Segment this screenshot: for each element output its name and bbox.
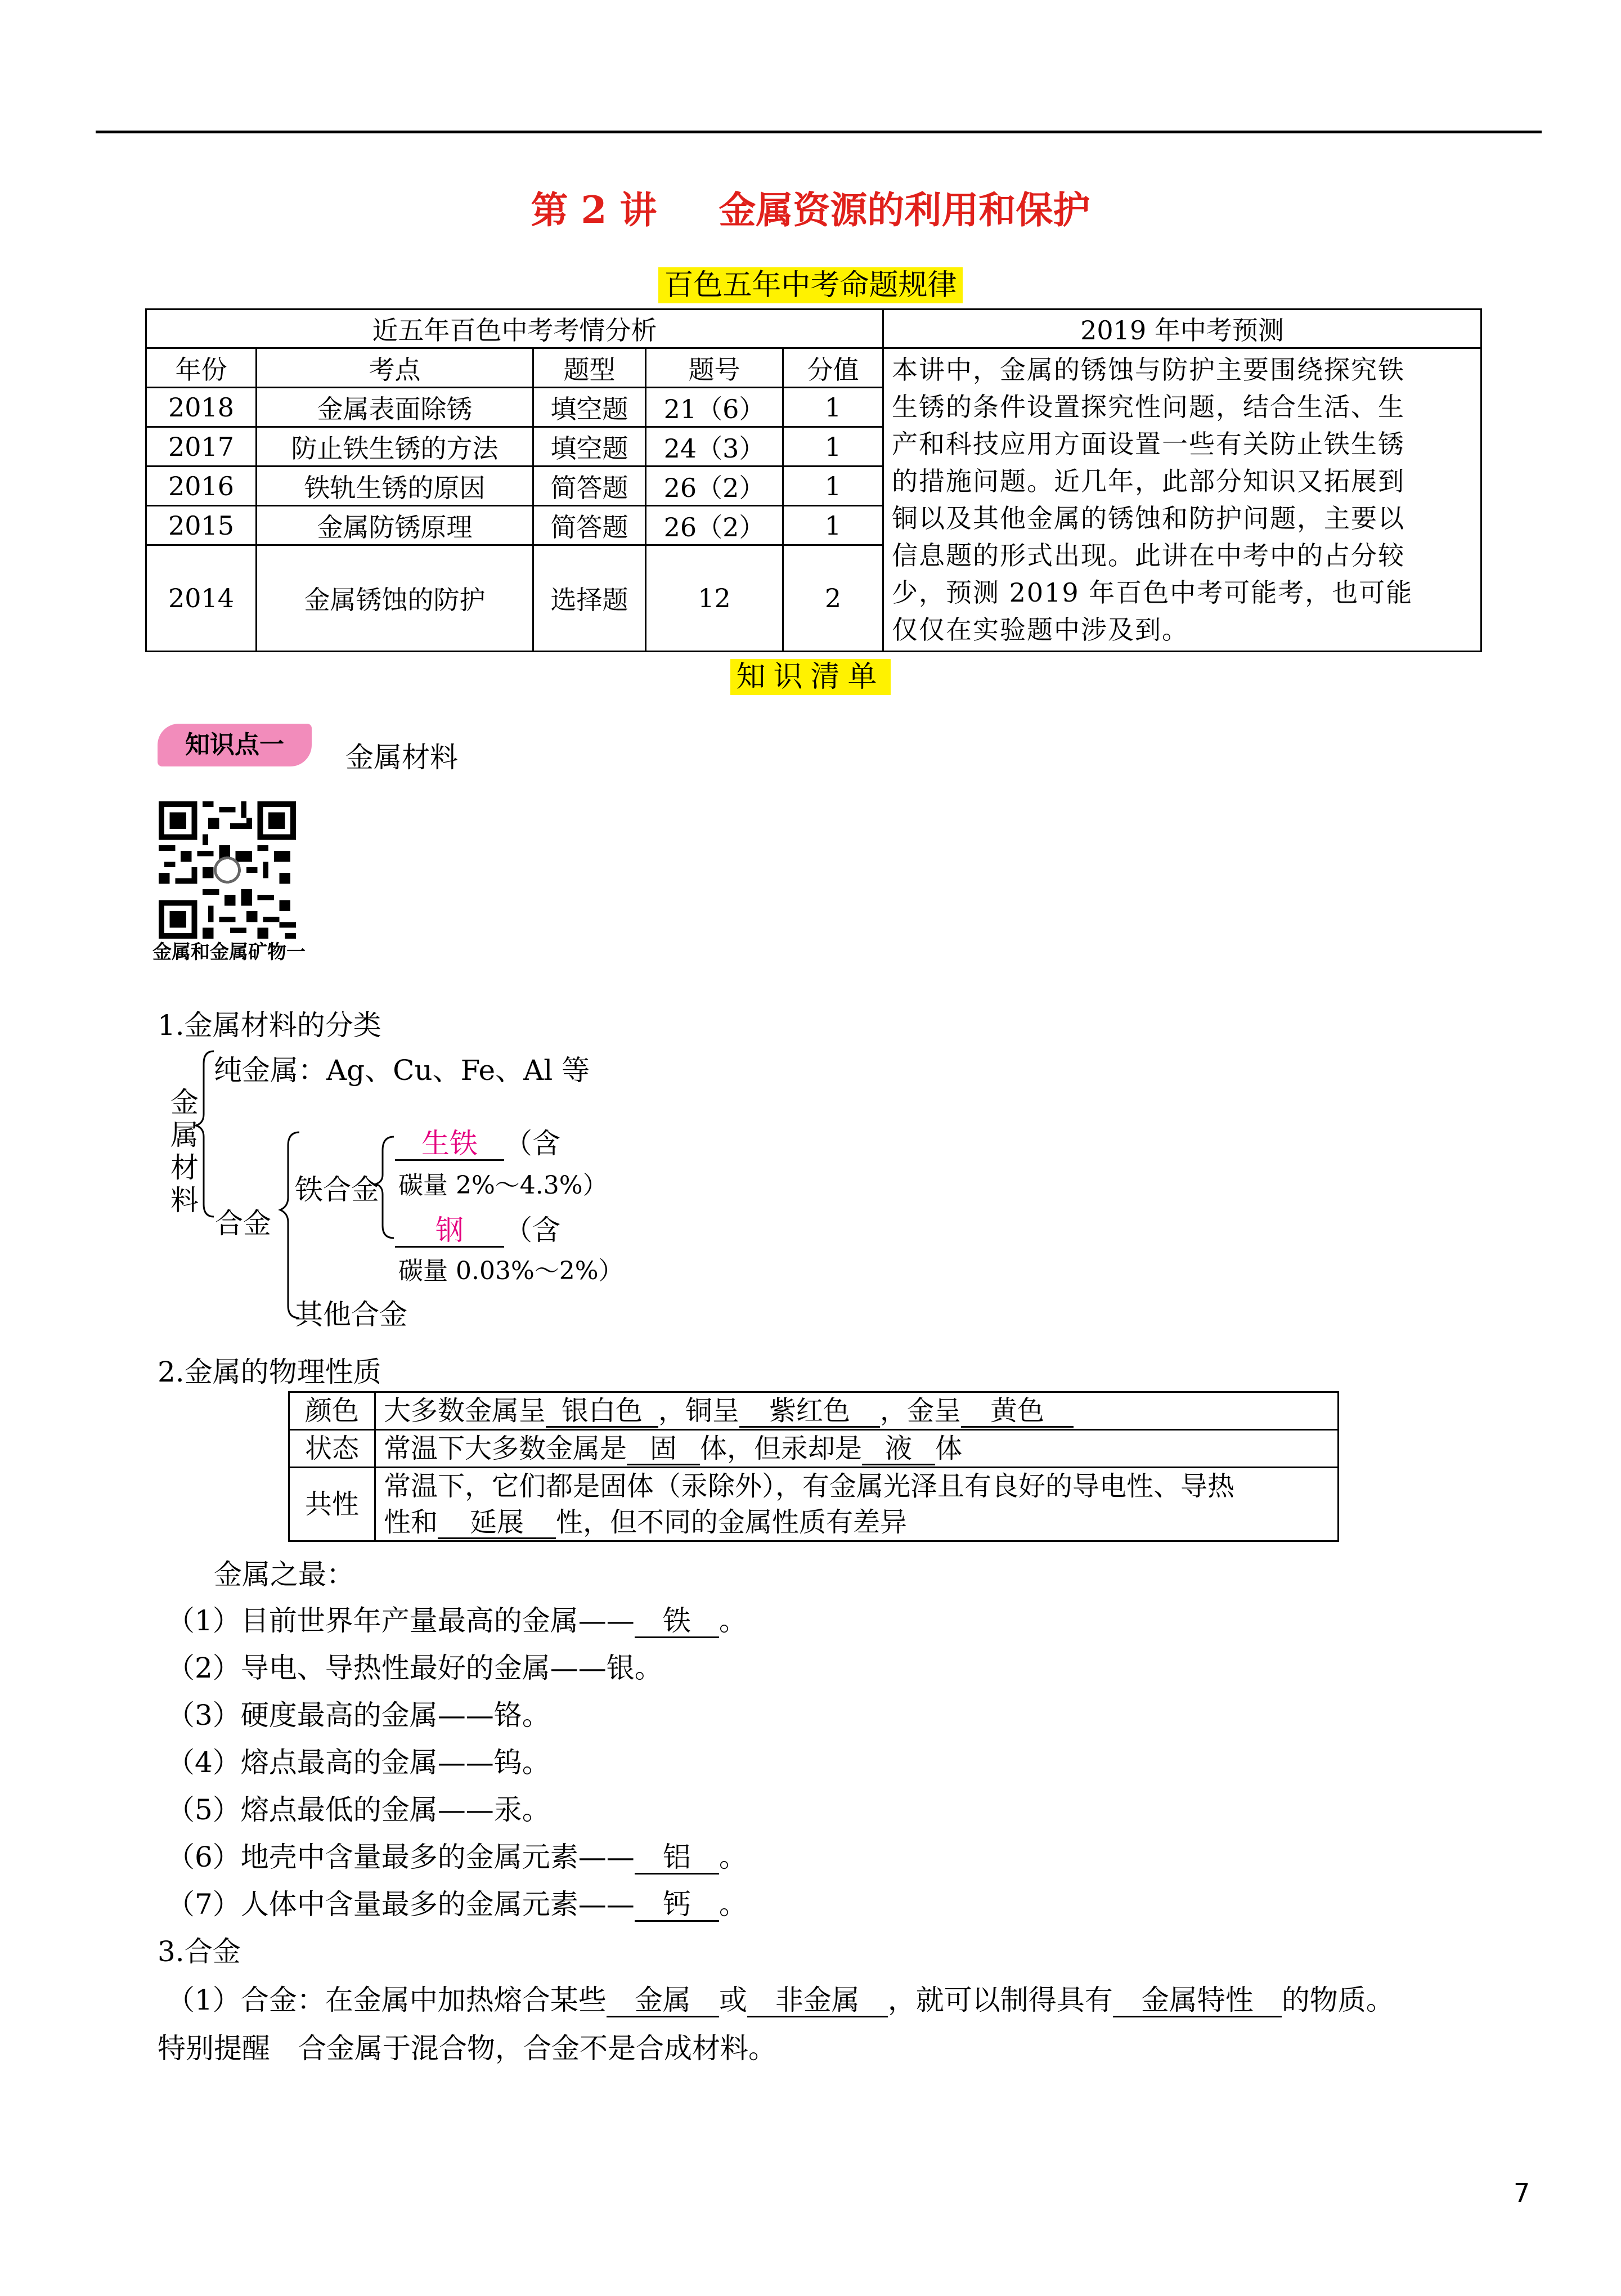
alloy-label: 合金 — [215, 1207, 271, 1240]
liquid-answer: 液 — [862, 1434, 935, 1465]
table-header-row — [146, 310, 1481, 348]
ductility-answer: 延展 — [438, 1508, 556, 1539]
lecture-number: 第 2 讲 — [531, 188, 657, 232]
pig-iron-answer: 生铁 — [421, 1127, 478, 1160]
common-key: 共性 — [289, 1468, 375, 1541]
table-row — [289, 1392, 1339, 1430]
superlative-item: （1）目前世界年产量最高的金属—— 铁 。 — [167, 1604, 747, 1637]
other-alloy-label: 其他合金 — [295, 1298, 407, 1331]
knowledge-list-heading: 知识清单 — [0, 653, 1621, 695]
physical-properties-table — [288, 1391, 1339, 1542]
top-rule — [96, 131, 1542, 133]
section-1-heading: 1.金属材料的分类 — [158, 1009, 381, 1042]
superlative-item: （2）导电、导热性最好的金属——银。 — [167, 1652, 663, 1684]
color-key: 颜色 — [289, 1392, 375, 1430]
col-year: 年份 — [146, 348, 257, 388]
color-value: 大多数金属呈 银白色 ，铜呈 紫红色 ，金呈 黄色 — [375, 1392, 1339, 1430]
qr-code-icon[interactable] — [159, 801, 296, 939]
table-column-row — [146, 348, 1481, 388]
superlative-item: （6）地壳中含量最多的金属元素—— 铝 。 — [167, 1841, 747, 1873]
table-row: 2016 铁轨生锈的原因 简答题 26（2） 1 — [146, 467, 1481, 506]
page-number: 7 — [1514, 2178, 1530, 2208]
exam-pattern-heading: 百色五年中考命题规律 — [0, 261, 1621, 303]
section-3-heading: 3.合金 — [158, 1935, 241, 1968]
col-number: 题号 — [646, 348, 783, 388]
table-row: 2014 金属锈蚀的防护 选择题 12 2 — [146, 545, 1481, 652]
superlatives-heading: 金属之最： — [214, 1558, 354, 1591]
knowledge-point-title: 金属材料 — [345, 741, 458, 774]
table-row: 2015 金属防锈原理 简答题 26（2） 1 — [146, 506, 1481, 545]
col-score: 分值 — [783, 348, 883, 388]
forecast-header: 2019 年中考预测 — [883, 310, 1481, 348]
steel-answer: 钢 — [435, 1214, 464, 1246]
table-row — [289, 1430, 1339, 1468]
pig-iron-carbon: 碳量 2%～4.3%） — [398, 1171, 608, 1200]
superlative-item: （7）人体中含量最多的金属元素—— 钙 。 — [167, 1888, 747, 1921]
col-type: 题型 — [533, 348, 646, 388]
solid-answer: 固 — [627, 1434, 700, 1465]
col-point: 考点 — [257, 348, 533, 388]
knowledge-point-badge: 知识点一 — [158, 724, 312, 766]
steel-line: 钢 （含 — [395, 1208, 560, 1248]
common-value: 常温下，它们都是固体（汞除外），有金属光泽且有良好的导电性、导热 性和 延展 性，但不同的金属性质有差异 — [375, 1468, 1339, 1541]
analysis-header: 近五年百色中考考情分析 — [146, 310, 883, 348]
diagram-root: 金 属 材 料 — [170, 1086, 199, 1217]
table-row: 2018 金属表面除锈 填空题 21（6） 1 — [146, 388, 1481, 427]
state-value: 常温下大多数金属是 固 体，但汞却是 液 体 — [375, 1430, 1339, 1468]
yellow-answer: 黄色 — [961, 1396, 1074, 1428]
pig-iron-line: 生铁 （含 — [395, 1121, 560, 1162]
table-row — [289, 1468, 1339, 1541]
steel-carbon: 碳量 0.03%～2%） — [398, 1257, 623, 1285]
state-key: 状态 — [289, 1430, 375, 1468]
page-title — [0, 180, 1621, 234]
qr-caption: 金属和金属矿物一 — [152, 941, 306, 963]
lecture-name: 金属资源的利用和保护 — [719, 188, 1090, 232]
purple-red-answer: 紫红色 — [739, 1396, 880, 1428]
table-row: 2017 防止铁生锈的方法 填空题 24（3） 1 — [146, 427, 1481, 467]
superlative-item: （4）熔点最高的金属——钨。 — [167, 1746, 550, 1779]
alloy-definition: （1）合金：在金属中加热熔合某些 金属 或 非金属 ，就可以制得具有 金属特性 的物质。 — [167, 1984, 1394, 2016]
iron-alloy-label: 铁合金 — [295, 1173, 379, 1206]
exam-pattern-table — [145, 308, 1482, 652]
special-tip: 特别提醒 合金属于混合物，合金不是合成材料。 — [158, 2032, 776, 2065]
forecast-text: 本讲中，金属的锈蚀与防护主要围绕探究铁 生锈的条件设置探究性问题，结合生活、生 产和科技应用方面设置一些有关防止铁生锈 的措施问题。近几年，此部分知识又拓展到 铜以及其他金属的锈蚀和防护问题，主要以 信息题的形式出现。此讲在中考中的占分较 少，预测 2019 年百色中考可能考，也可能 仅仅在实验题中涉及到。 — [883, 348, 1481, 652]
silver-white-answer: 银白色 — [546, 1396, 658, 1428]
superlative-item: （3）硬度最高的金属——铬。 — [167, 1699, 550, 1732]
section-2-heading: 2.金属的物理性质 — [158, 1356, 381, 1388]
superlative-item: （5）熔点最低的金属——汞。 — [167, 1793, 550, 1826]
pure-metal: 纯金属：Ag、Cu、Fe、Al 等 — [214, 1054, 590, 1087]
